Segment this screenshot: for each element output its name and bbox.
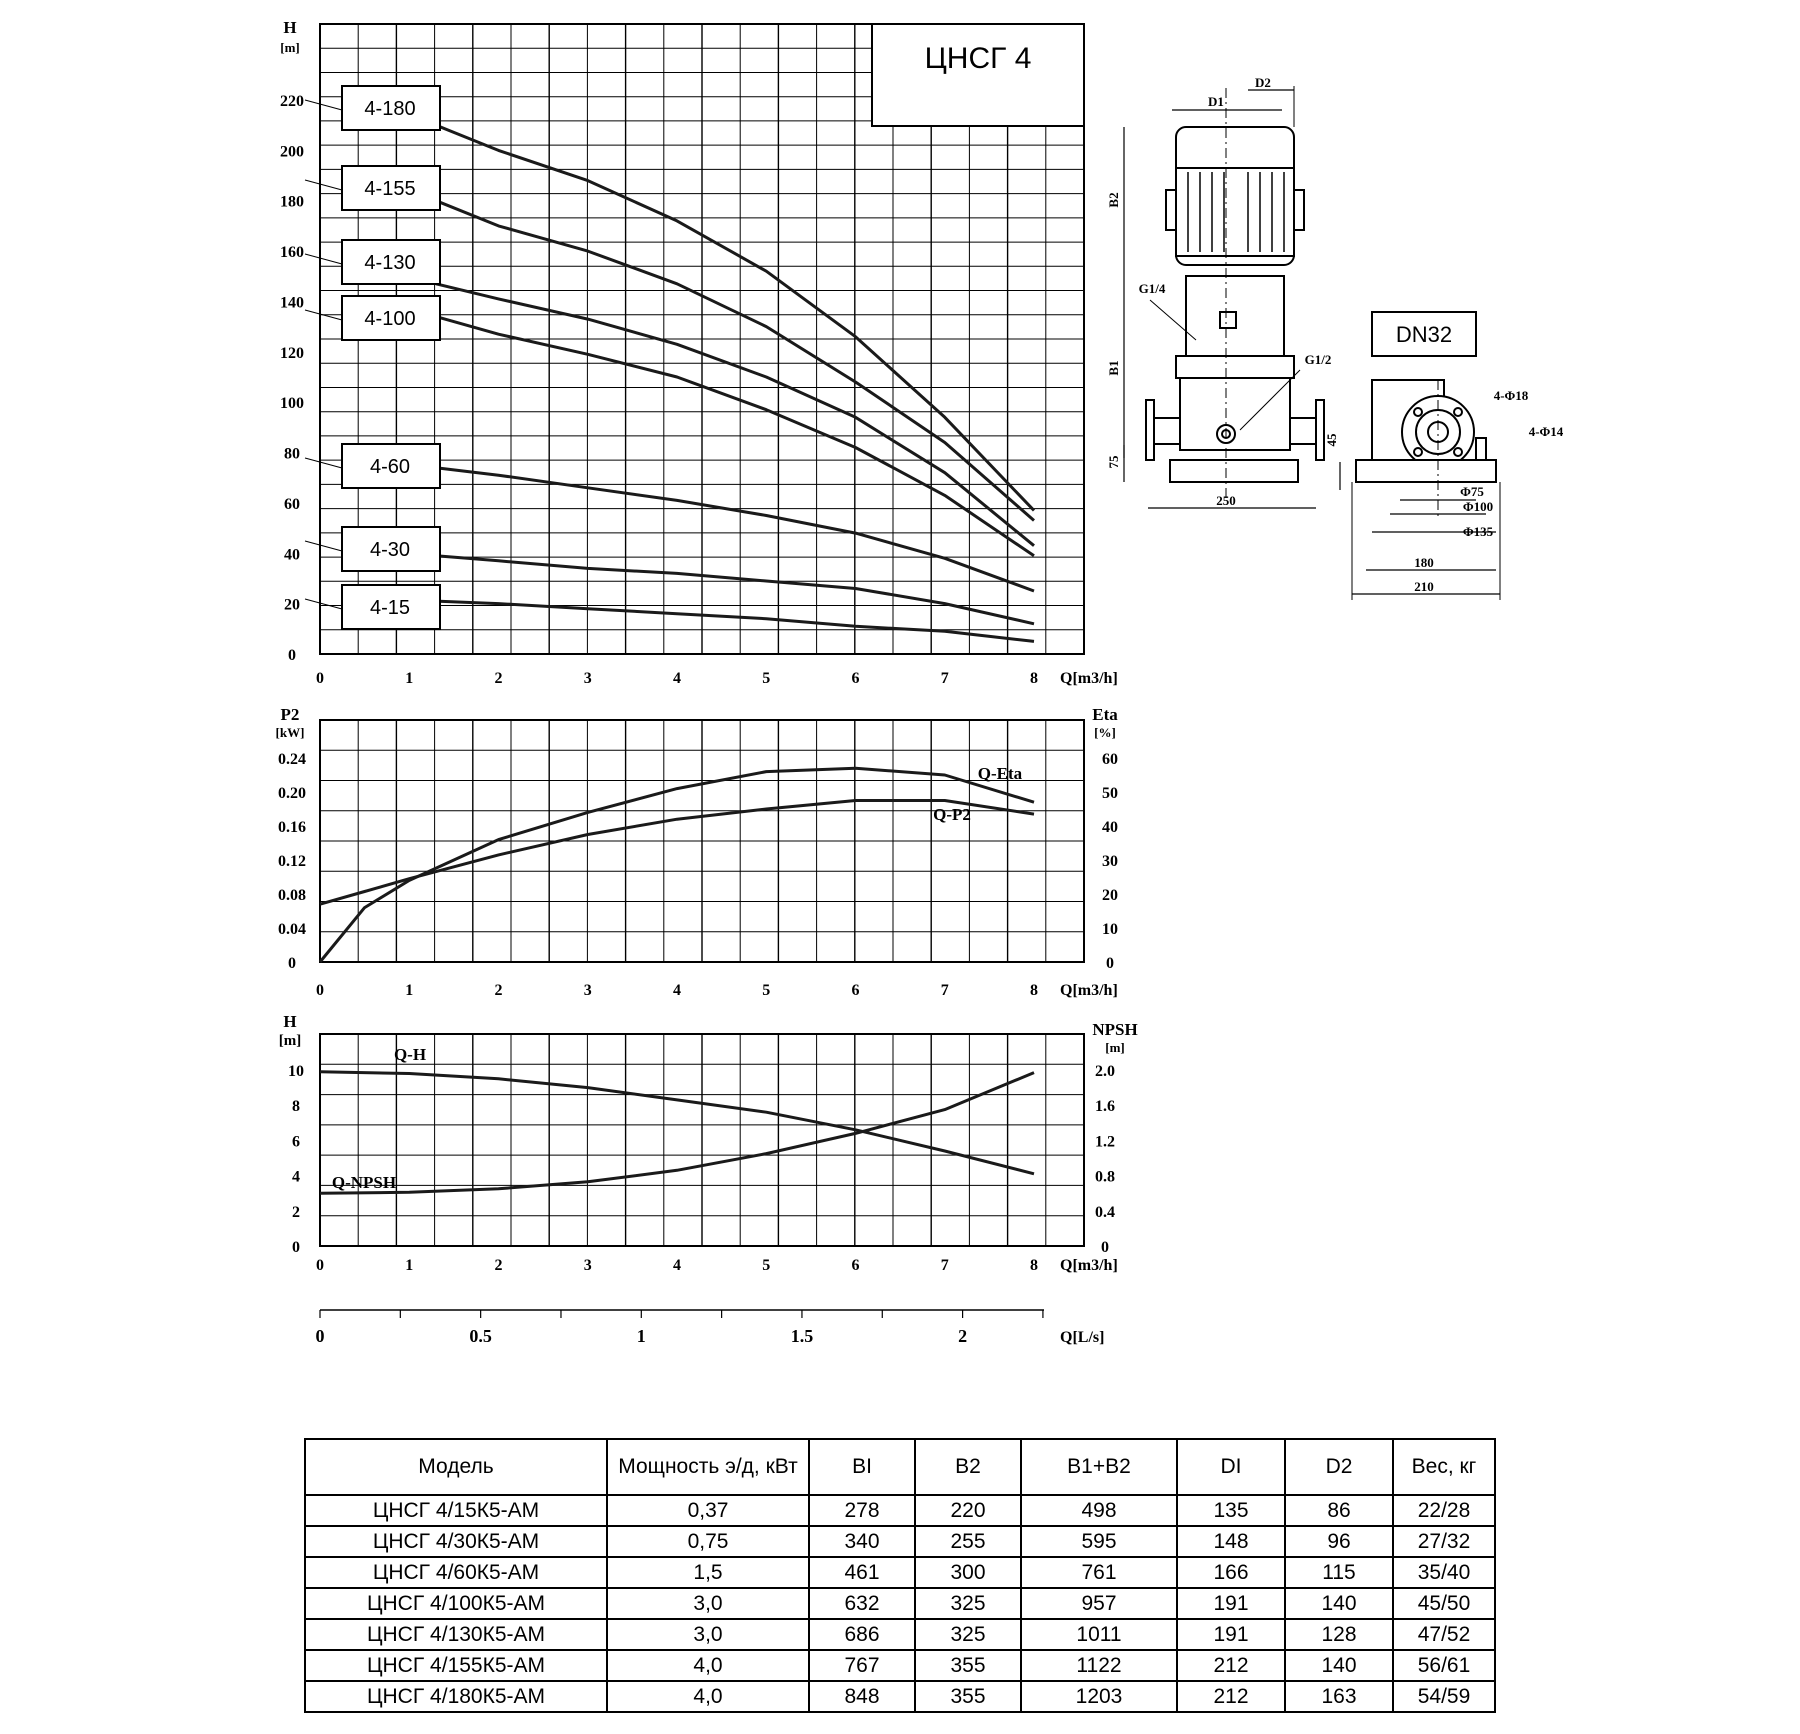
eta-y-tick-label: 20 [1102, 887, 1118, 904]
head-curve-4-15 [436, 601, 1034, 641]
head-y-tick-label: 160 [280, 244, 304, 262]
power-y-ticks [278, 751, 306, 972]
col-header-d1: DI [1177, 1439, 1285, 1495]
table-cell-model: ЦНСГ 4/100К5-АМ [305, 1588, 607, 1619]
dim-75-label: 75 [1106, 455, 1121, 469]
series-label-Q-P2: Q-P2 [933, 805, 971, 824]
npsh-h-y-ticks [288, 1063, 304, 1256]
head-x-tick-label: 4 [673, 670, 681, 687]
table-row [305, 1619, 1495, 1650]
power-efficiency-chart [276, 705, 1119, 999]
table-row [305, 1588, 1495, 1619]
head-curve-4-30 [436, 556, 1034, 624]
curve-Q-P2 [320, 801, 1034, 905]
col-header-b1b2: B1+B2 [1021, 1439, 1177, 1495]
head-x-tick-label: 8 [1030, 670, 1038, 687]
table-cell-model: ЦНСГ 4/60К5-АМ [305, 1557, 607, 1588]
head-x-tick-label: 2 [494, 670, 503, 687]
eta-ylabel: Eta [1092, 705, 1118, 724]
head-curves-chart [280, 18, 1118, 687]
series-label-leader [305, 254, 342, 264]
npsh-y-tick-label: 2.0 [1095, 1063, 1115, 1080]
npsh-chart [279, 1012, 1138, 1274]
table-cell: 86 [1285, 1495, 1393, 1526]
power-x-tick-label: 8 [1030, 982, 1038, 999]
table-cell: 0,75 [607, 1526, 809, 1557]
head-curve-4-60 [436, 468, 1034, 591]
head-y-tick-label: 180 [280, 193, 304, 211]
table-row [305, 1495, 1495, 1526]
flow-ls-tick-label: 0 [315, 1326, 325, 1346]
table-row [305, 1557, 1495, 1588]
table-cell: 1203 [1021, 1681, 1177, 1712]
table-cell: 163 [1285, 1681, 1393, 1712]
npsh-y-ticks [1095, 1063, 1115, 1256]
npsh-x-tick-label: 0 [316, 1257, 324, 1274]
table-row [305, 1526, 1495, 1557]
head-y-tick-label: 140 [280, 294, 304, 312]
col-header-d2: D2 [1285, 1439, 1393, 1495]
series-label-leader [305, 541, 342, 551]
power-y-tick-label: 0 [288, 955, 296, 972]
flow-ls-label: Q[L/s] [1060, 1329, 1105, 1346]
table-cell: 54/59 [1393, 1681, 1495, 1712]
npsh-h-ylabel: H [283, 1012, 297, 1031]
head-x-tick-label: 7 [940, 670, 949, 687]
pump-casing [1180, 378, 1290, 450]
npsh-h-y-tick-label: 6 [292, 1133, 300, 1151]
table-cell: 632 [809, 1588, 915, 1619]
table-cell: 686 [809, 1619, 915, 1650]
table-cell: 191 [1177, 1619, 1285, 1650]
table-body [305, 1495, 1495, 1712]
port-g14-label: G1/4 [1138, 281, 1166, 296]
title-box [872, 24, 1084, 126]
series-label-4-130: 4-130 [364, 252, 416, 274]
npsh-h-y-tick-label: 2 [292, 1203, 300, 1221]
head-x-tick-label: 0 [316, 670, 324, 687]
head-ylabel: H [283, 18, 297, 37]
head-y-tick-label: 120 [280, 344, 304, 362]
col-header-b1: BI [809, 1439, 915, 1495]
table-cell: 957 [1021, 1588, 1177, 1619]
outlet-flange [1316, 400, 1324, 460]
eta-yunit: [%] [1094, 725, 1116, 740]
flow-ls-tick-label: 2 [958, 1326, 968, 1346]
npsh-yunit: [m] [1105, 1040, 1125, 1055]
table-cell: 27/32 [1393, 1526, 1495, 1557]
curve-Q-H [320, 1072, 1034, 1174]
table-cell: 1122 [1021, 1650, 1177, 1681]
power-x-tick-label: 4 [673, 982, 681, 999]
pump-front-drawing [1124, 86, 1324, 508]
npsh-x-tick-label: 2 [494, 1257, 503, 1274]
flow-ls-tick-label: 1.5 [790, 1326, 814, 1346]
motor-body [1176, 127, 1294, 265]
head-y-tick-label: 0 [288, 647, 296, 664]
table-cell: 278 [809, 1495, 915, 1526]
port-g12-label: G1/2 [1304, 352, 1332, 367]
npsh-h-y-tick-label: 8 [292, 1098, 300, 1116]
curve-Q-Eta [320, 768, 1034, 962]
head-curve-4-130 [436, 284, 1034, 546]
npsh-y-tick-label: 0 [1101, 1239, 1109, 1256]
npsh-x-tick-label: 4 [673, 1257, 681, 1274]
power-yunit: [kW] [275, 725, 305, 740]
table-cell-model: ЦНСГ 4/180К5-АМ [305, 1681, 607, 1712]
npsh-h-yunit: [m] [278, 1033, 302, 1049]
dim-180-label: 180 [1414, 555, 1434, 570]
power-y-tick-label: 0.12 [278, 853, 306, 870]
npsh-x-tick-label: 8 [1030, 1257, 1038, 1274]
table-cell: 4,0 [607, 1681, 809, 1712]
power-y-tick-label: 0.16 [278, 819, 306, 836]
npsh-chart-grid [320, 1034, 1084, 1246]
col-header-b2: B2 [915, 1439, 1021, 1495]
head-y-tick-label: 40 [284, 546, 300, 564]
power-y-tick-label: 0.24 [278, 751, 306, 768]
table-cell: 325 [915, 1619, 1021, 1650]
dn32-label: DN32 [1395, 322, 1453, 347]
dim-b2-label: B2 [1106, 192, 1121, 208]
head-y-tick-label: 200 [280, 143, 304, 161]
series-label-Q-H: Q-H [393, 1045, 427, 1064]
table-cell: 220 [915, 1495, 1021, 1526]
table-cell: 325 [915, 1588, 1021, 1619]
power-y-tick-label: 0.08 [278, 887, 306, 904]
npsh-x-ticks [316, 1257, 1038, 1274]
npsh-xlabel: Q[m3/h] [1060, 1257, 1118, 1274]
head-y-tick-label: 100 [280, 395, 304, 413]
power-x-tick-label: 6 [851, 982, 860, 999]
dim-phi75-label: Φ75 [1460, 484, 1484, 499]
table-row [305, 1681, 1495, 1712]
table-cell: 45/50 [1393, 1588, 1495, 1619]
npsh-y-tick-label: 1.2 [1095, 1133, 1115, 1151]
table-cell: 47/52 [1393, 1619, 1495, 1650]
power-x-tick-label: 7 [940, 982, 949, 999]
side-base [1356, 460, 1496, 482]
flow-ls-tick-label: 1 [636, 1326, 646, 1346]
series-label-4-100: 4-100 [364, 308, 416, 330]
table-cell-model: ЦНСГ 4/30К5-АМ [305, 1526, 607, 1557]
dim-210-label: 210 [1414, 579, 1434, 594]
series-label-leader [305, 100, 342, 110]
table-cell: 22/28 [1393, 1495, 1495, 1526]
table-cell: 56/61 [1393, 1650, 1495, 1681]
series-label-4-155: 4-155 [364, 178, 416, 200]
dim-phi100-label: Φ100 [1462, 499, 1494, 514]
table-cell: 3,0 [607, 1619, 809, 1650]
power-xlabel: Q[m3/h] [1060, 982, 1118, 999]
table-cell: 96 [1285, 1526, 1393, 1557]
table-cell: 35/40 [1393, 1557, 1495, 1588]
series-label-Q-Eta: Q-Eta [977, 764, 1023, 783]
npsh-h-y-tick-label: 10 [288, 1063, 304, 1080]
flow-ls-axis [316, 1310, 1105, 1346]
npsh-x-tick-label: 5 [762, 1257, 771, 1274]
npsh-h-y-tick-label: 4 [292, 1168, 300, 1186]
table-cell: 848 [809, 1681, 915, 1712]
power-y-tick-label: 0.20 [278, 785, 306, 802]
head-y-tick-label: 20 [284, 596, 300, 614]
curve-Q-NPSH [320, 1073, 1034, 1194]
col-header-weight: Вес, кг [1393, 1439, 1495, 1495]
table-cell: 128 [1285, 1619, 1393, 1650]
table-cell: 300 [915, 1557, 1021, 1588]
npsh-h-y-tick-label: 0 [292, 1239, 300, 1256]
table-cell: 1011 [1021, 1619, 1177, 1650]
table-cell-model: ЦНСГ 4/155К5-АМ [305, 1650, 607, 1681]
table-cell: 595 [1021, 1526, 1177, 1557]
table-cell: 1,5 [607, 1557, 809, 1588]
power-x-tick-label: 2 [494, 982, 503, 999]
table-cell: 461 [809, 1557, 915, 1588]
dim-d1-label: D1 [1208, 94, 1224, 109]
dim-250-label: 250 [1216, 493, 1236, 508]
head-y-tick-label: 220 [280, 93, 304, 110]
series-label-leader [305, 599, 342, 609]
head-y-ticks [280, 93, 304, 664]
table-cell: 767 [809, 1650, 915, 1681]
eta-y-tick-label: 40 [1102, 819, 1118, 836]
head-x-tick-label: 3 [583, 670, 592, 687]
table-cell: 135 [1177, 1495, 1285, 1526]
table-cell: 148 [1177, 1526, 1285, 1557]
table-cell: 166 [1177, 1557, 1285, 1588]
eta-y-tick-label: 50 [1102, 785, 1118, 802]
pump-head-flange [1176, 356, 1294, 378]
power-x-ticks [316, 982, 1038, 999]
series-label-Q-NPSH: Q-NPSH [331, 1173, 397, 1192]
inlet-flange [1146, 400, 1154, 460]
series-label-leader [305, 180, 342, 190]
eta-y-tick-label: 0 [1106, 955, 1114, 972]
table-cell: 255 [915, 1526, 1021, 1557]
table-cell: 355 [915, 1681, 1021, 1712]
power-chart-grid [320, 720, 1084, 962]
col-header-model: Модель [305, 1439, 607, 1495]
dim-45-label: 45 [1324, 433, 1339, 447]
npsh-y-tick-label: 0.4 [1095, 1203, 1115, 1221]
flow-ls-ticks [316, 1310, 1043, 1346]
npsh-y-tick-label: 1.6 [1095, 1098, 1115, 1116]
eta-y-ticks [1102, 751, 1118, 972]
chart-title: ЦНСГ 4 [924, 42, 1032, 75]
table-cell: 140 [1285, 1588, 1393, 1619]
table-cell: 191 [1177, 1588, 1285, 1619]
holes-18-label: 4-Φ18 [1493, 388, 1529, 403]
series-label-4-60: 4-60 [369, 456, 411, 478]
table-cell: 212 [1177, 1650, 1285, 1681]
series-label-4-180: 4-180 [364, 98, 416, 120]
dim-d2-label: D2 [1255, 75, 1271, 90]
npsh-series [320, 1045, 1034, 1193]
eta-y-tick-label: 30 [1102, 853, 1118, 870]
dim-b1-label: B1 [1106, 360, 1121, 376]
table-cell: 212 [1177, 1681, 1285, 1712]
flow-ls-tick-label: 0.5 [469, 1326, 492, 1346]
table-header-row [305, 1439, 1495, 1495]
head-x-ticks [316, 670, 1038, 687]
series-label-leader [305, 458, 342, 468]
eta-y-tick-label: 10 [1102, 921, 1118, 938]
table-cell-model: ЦНСГ 4/130К5-АМ [305, 1619, 607, 1650]
power-x-tick-label: 0 [316, 982, 324, 999]
series-label-4-15: 4-15 [369, 597, 411, 619]
power-ylabel: P2 [280, 705, 300, 724]
head-yunit: [m] [280, 40, 300, 55]
power-x-tick-label: 3 [583, 982, 592, 999]
table-cell: 0,37 [607, 1495, 809, 1526]
table-cell: 140 [1285, 1650, 1393, 1681]
table-cell-model: ЦНСГ 4/15К5-АМ [305, 1495, 607, 1526]
dim-phi135-label: Φ135 [1462, 524, 1494, 539]
npsh-x-tick-label: 6 [851, 1257, 860, 1274]
npsh-x-tick-label: 1 [405, 1257, 414, 1274]
spec-table [304, 1438, 1496, 1713]
table-cell: 355 [915, 1650, 1021, 1681]
power-y-tick-label: 0.04 [278, 921, 306, 938]
head-curve-4-180 [436, 125, 1034, 510]
table-cell: 498 [1021, 1495, 1177, 1526]
npsh-x-tick-label: 3 [583, 1257, 592, 1274]
power-series [320, 764, 1034, 962]
power-x-tick-label: 1 [405, 982, 414, 999]
head-xlabel: Q[m3/h] [1060, 670, 1118, 687]
col-header-power: Мощность э/д, кВт [607, 1439, 809, 1495]
holes-14-label: 4-Φ14 [1528, 424, 1564, 439]
head-y-tick-label: 80 [284, 445, 300, 463]
table-cell: 761 [1021, 1557, 1177, 1588]
table-cell: 4,0 [607, 1650, 809, 1681]
power-x-tick-label: 5 [762, 982, 771, 999]
pump-base [1170, 460, 1298, 482]
table-cell: 115 [1285, 1557, 1393, 1588]
head-x-tick-label: 5 [762, 670, 771, 687]
head-x-tick-label: 1 [405, 670, 414, 687]
npsh-y-tick-label: 0.8 [1095, 1168, 1115, 1186]
series-label-4-30: 4-30 [369, 539, 411, 561]
table-cell: 3,0 [607, 1588, 809, 1619]
head-x-tick-label: 6 [851, 670, 860, 687]
npsh-ylabel: NPSH [1092, 1020, 1138, 1039]
table-cell: 340 [809, 1526, 915, 1557]
head-y-tick-label: 60 [284, 495, 300, 513]
npsh-x-tick-label: 7 [940, 1257, 949, 1274]
eta-y-tick-label: 60 [1102, 751, 1118, 768]
table-row [305, 1650, 1495, 1681]
